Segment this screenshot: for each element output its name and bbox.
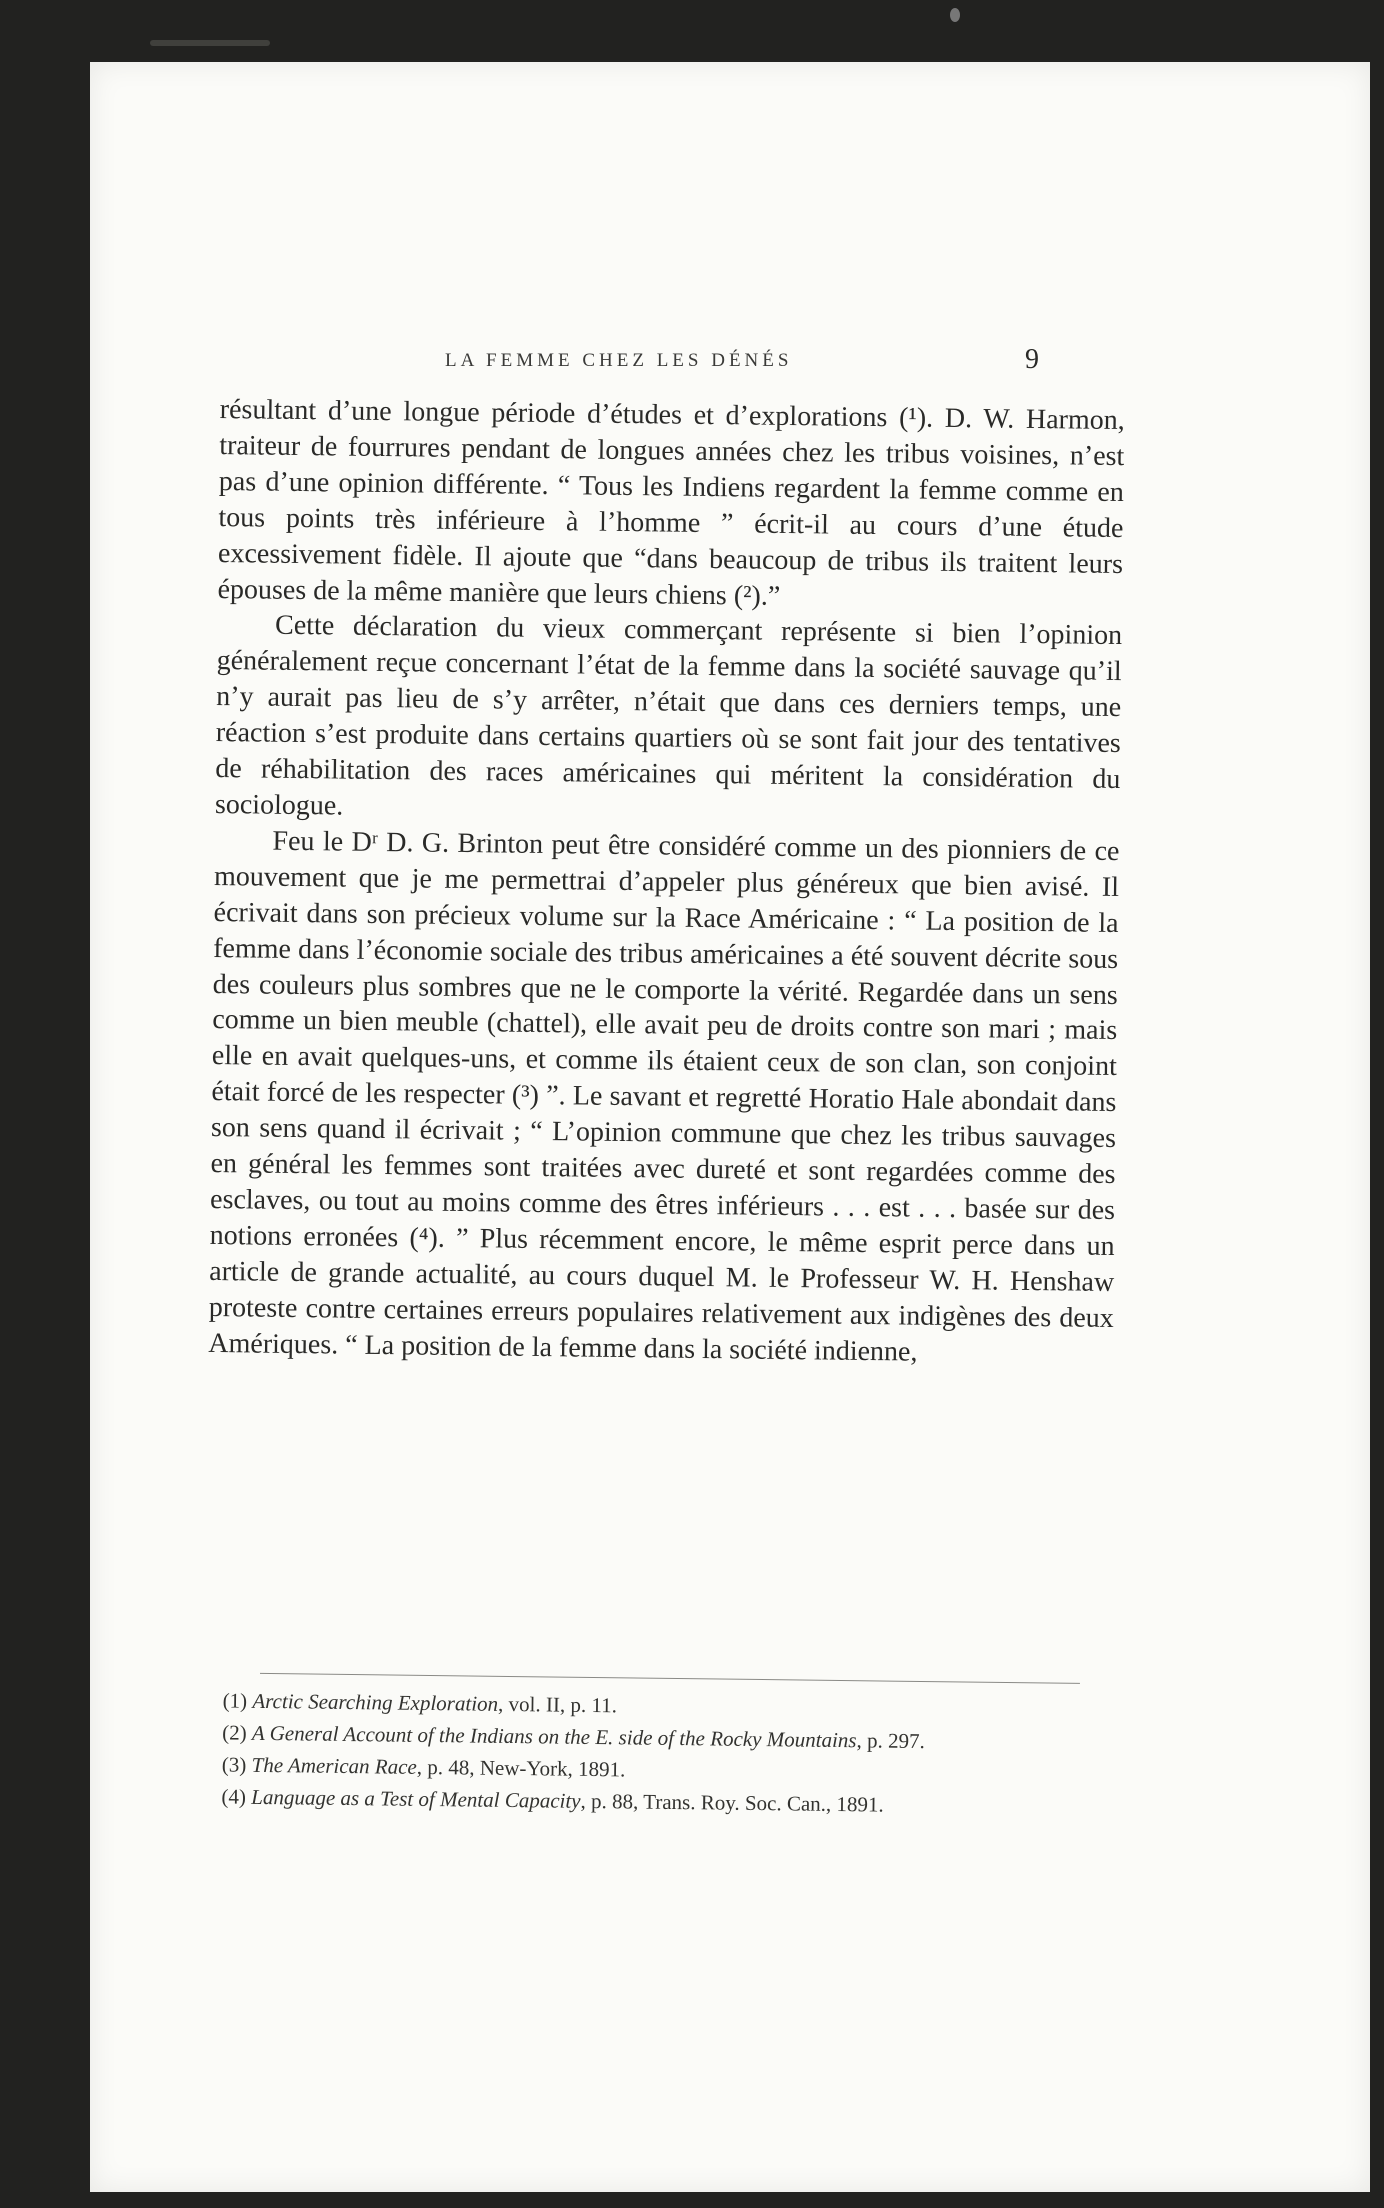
footnote-number: (1)	[222, 1688, 248, 1713]
footnote-details: , vol. II, p. 11.	[497, 1691, 618, 1718]
footnotes	[183, 1672, 1125, 1826]
footnote-title: Arctic Searching Exploration	[252, 1688, 499, 1716]
footnote	[184, 1751, 1124, 1788]
footnote-details: , p. 48, New-York, 1891.	[416, 1754, 626, 1782]
running-head: LA FEMME CHEZ LES DÉNÉS	[445, 350, 793, 371]
page-header	[90, 344, 1370, 390]
paragraph: Feu le Dʳ D. G. Brinton peut être considéré comme un des pionniers de ce mouvement que je me permettrai d’appeler plus généreux que bien avisé. Il écrivait dans son précieux volume sur la Race Américaine : “ La position de la femme dans l’économie sociale des tribus américaines a été souvent décrite sous des couleurs plus sombres que ne le comporte la vérité. Regardée dans un sens comme un bien meuble (chattel), elle avait peu de droits contre son mari ; mais elle en avait quelques-uns, et comme ils étaient ceux de son clan, son conjoint était forcé de les respecter (³) ”. Le savant et regretté Horatio Hale abondait dans son sens quand il écrivait ; “ L’opinion commune que chez les tribus sauvages en général les femmes sont traitées avec dureté et sont regardées comme des esclaves, ou tout au moins comme des êtres inférieurs . . . est . . . basée sur des notions erronées (⁴). ” Plus récemment encore, le même esprit perce dans un article de grande actualité, au cours duquel M. le Professeur W. H. Henshaw proteste contre certaines erreurs populaires relativement aux indigènes des deux Amériques. “ La position de la femme dans la société indienne,	[208, 825, 1120, 1368]
footnote	[184, 1687, 1124, 1724]
book-page	[90, 62, 1370, 2192]
scan-mark	[150, 40, 270, 46]
paragraph: résultant d’une longue période d’études et d’explorations (¹). D. W. Harmon, traiteur de fourrures pendant de longues années chez les tribus voisines, n’est pas d’une opinion différente. “ Tous les Indiens regardent la femme comme en tous points très inférieure à l’homme ” écrit-il au cours d’une étude excessivement fidèle. Il ajoute que “dans beaucoup de tribus ils traitent leurs épouses de la même manière que leurs chiens (²).”	[217, 393, 1125, 612]
footnote-title: The American Race	[251, 1752, 417, 1779]
footnote-divider	[260, 1673, 1080, 1684]
footnote-number: (4)	[221, 1784, 247, 1809]
page-number: 9	[1025, 344, 1039, 375]
footnote-details: , p. 88, Trans. Roy. Soc. Can., 1891.	[580, 1788, 884, 1817]
footnote-title: Language as a Test of Mental Capacity	[251, 1784, 581, 1813]
footnote	[183, 1783, 1123, 1820]
footnote-number: (3)	[221, 1752, 247, 1777]
footnote-details: , p. 297.	[856, 1728, 925, 1754]
scan-mark	[950, 8, 960, 22]
footnote-number: (2)	[222, 1720, 247, 1745]
paragraph: Cette déclaration du vieux commerçant représente si bien l’opinion généralement reçue concernant l’état de la femme dans la société sauvage qu’il n’y aurait pas lieu de s’y arrêter, n’était que dans ces derniers temps, une réaction s’est produite dans certains quartiers où se sont fait jour des tentatives de réhabilitation des races américaines qui méritent la considération du sociologue.	[214, 610, 1123, 822]
footnote	[184, 1719, 1124, 1756]
footnote-title: A General Account of the Indians on the E. side of the Rocky Mountains	[251, 1720, 857, 1753]
body-text	[208, 392, 1125, 1372]
